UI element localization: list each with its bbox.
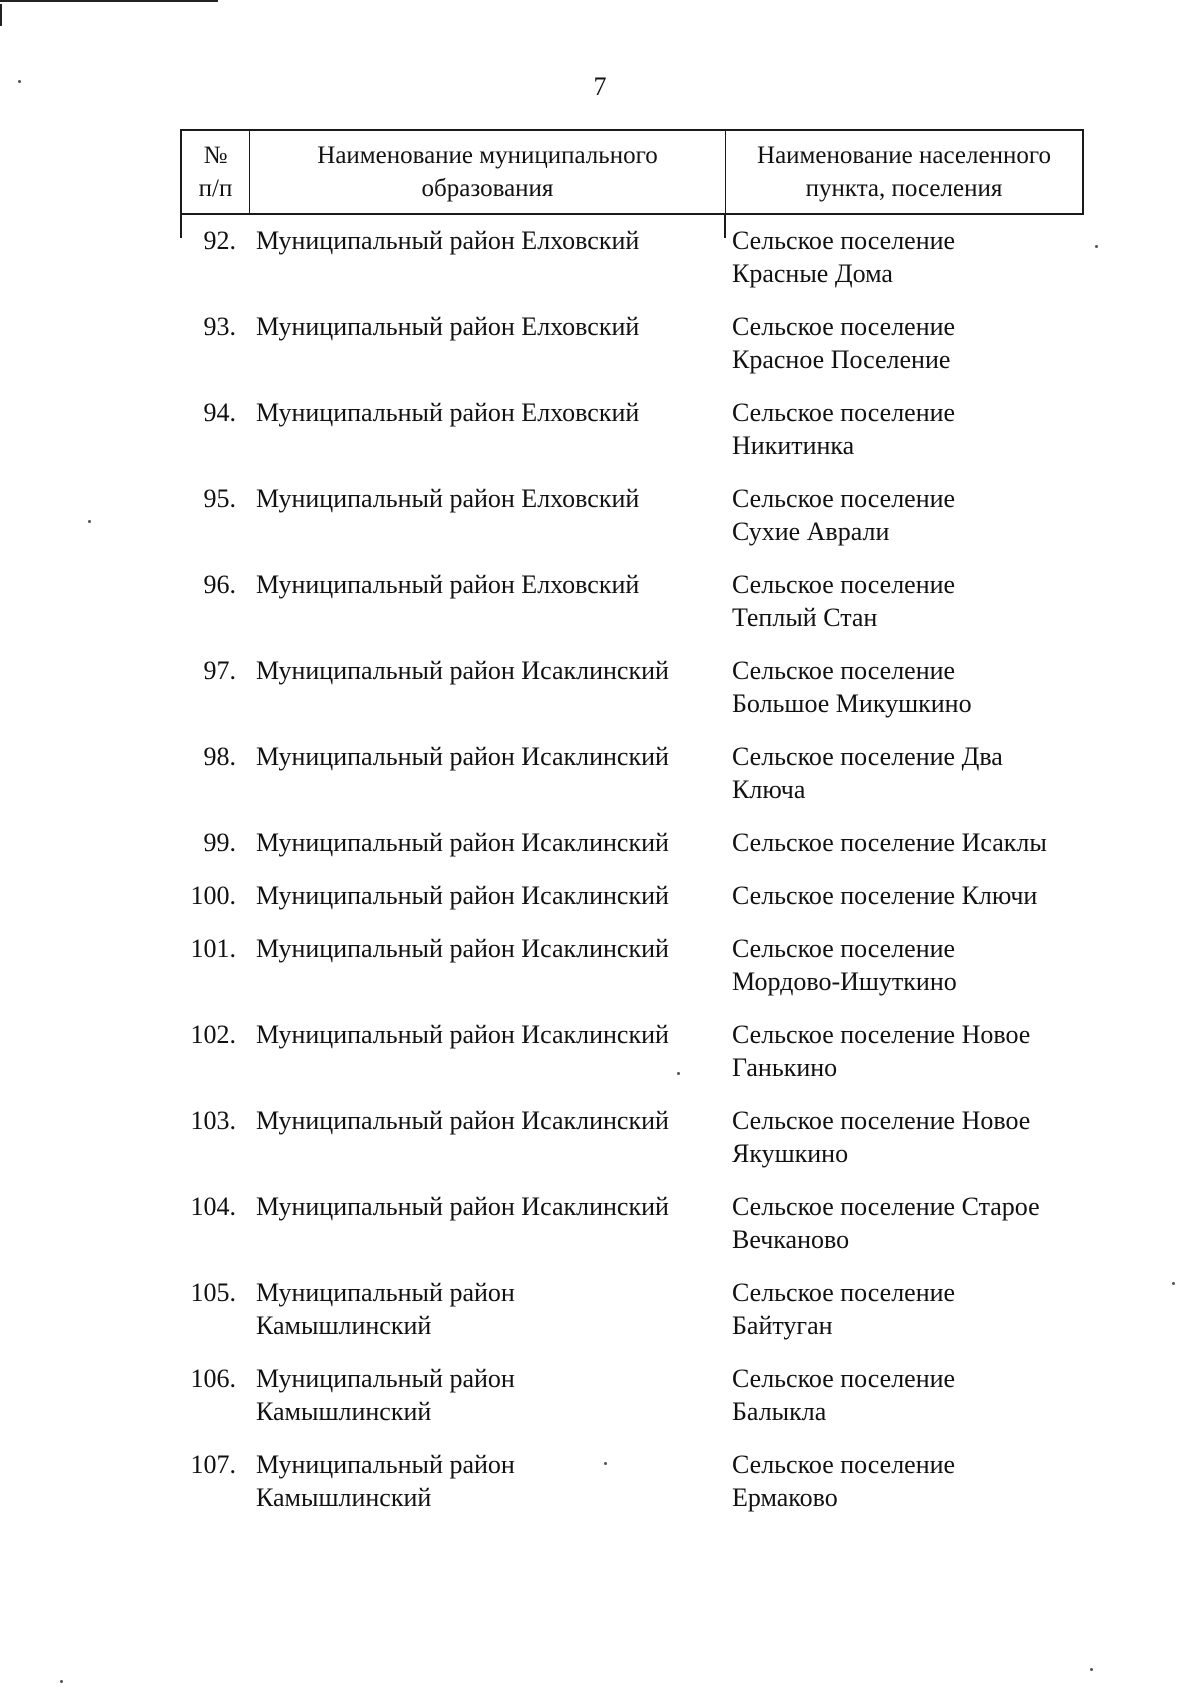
header-settlement: Наименование населенного пункта, поселения <box>757 142 1051 202</box>
row-municipality: Муниципальный район Исаклинский <box>256 1020 669 1049</box>
table-row <box>180 397 1084 483</box>
top-edge-rule <box>0 0 218 2</box>
scan-speck <box>88 520 91 523</box>
scan-speck <box>1095 245 1098 248</box>
row-settlement: Сельское поселение Новое Ганькино <box>732 1020 1031 1082</box>
row-settlement: Сельское поселение Теплый Стан <box>732 570 956 632</box>
row-number: 92. <box>203 226 236 255</box>
row-municipality: Муниципальный район Елховский <box>256 226 640 255</box>
row-municipality: Муниципальный район Исаклинский <box>256 656 669 685</box>
scan-speck <box>1172 1282 1175 1285</box>
table-row <box>180 880 1084 933</box>
row-settlement: Сельское поселение Ключи <box>732 881 1038 910</box>
table-row <box>180 1105 1084 1191</box>
row-number: 105. <box>190 1278 236 1307</box>
scan-speck <box>60 1680 63 1683</box>
page-number: 7 <box>593 72 607 101</box>
table-row <box>180 1449 1084 1535</box>
table-row <box>180 741 1084 827</box>
row-number: 93. <box>203 312 236 341</box>
row-municipality: Муниципальный район Исаклинский <box>256 742 669 771</box>
row-municipality: Муниципальный район Исаклинский <box>256 828 669 857</box>
row-number: 106. <box>190 1364 236 1393</box>
row-number: 100. <box>190 881 236 910</box>
row-municipality: Муниципальный район Исаклинский <box>256 1192 669 1221</box>
row-settlement: Сельское поселение Красное Поселение <box>732 312 956 374</box>
table-row <box>180 1191 1084 1277</box>
row-settlement: Сельское поселение Ермаково <box>732 1450 956 1512</box>
scan-speck <box>1090 1668 1093 1671</box>
row-number: 101. <box>190 934 236 963</box>
row-settlement: Сельское поселение Новое Якушкино <box>732 1106 1031 1168</box>
row-municipality: Муниципальный район Елховский <box>256 312 640 341</box>
row-number: 99. <box>203 828 236 857</box>
row-municipality: Муниципальный район Исаклинский <box>256 934 669 963</box>
table-row <box>180 827 1084 880</box>
table-row <box>180 311 1084 397</box>
row-municipality: Муниципальный район Камышлинский <box>256 1450 515 1512</box>
left-edge-mark <box>0 4 2 26</box>
table-row <box>180 569 1084 655</box>
row-municipality: Муниципальный район Камышлинский <box>256 1278 515 1340</box>
scan-speck <box>18 80 21 83</box>
table-row <box>180 933 1084 1019</box>
row-municipality: Муниципальный район Елховский <box>256 398 640 427</box>
row-settlement: Сельское поселение Никитинка <box>732 398 956 460</box>
row-number: 97. <box>203 656 236 685</box>
row-settlement: Сельское поселение Исаклы <box>732 828 1047 857</box>
header-number: № п/п <box>182 131 250 213</box>
header-municipality: Наименование муниципального образования <box>250 131 726 213</box>
row-number: 95. <box>203 484 236 513</box>
row-municipality: Муниципальный район Исаклинский <box>256 881 669 910</box>
row-number: 107. <box>190 1450 236 1479</box>
row-municipality: Муниципальный район Елховский <box>256 484 640 513</box>
table-body <box>180 225 1084 1535</box>
row-municipality: Муниципальный район Елховский <box>256 570 640 599</box>
row-municipality: Муниципальный район Исаклинский <box>256 1106 669 1135</box>
scan-speck <box>604 1462 607 1465</box>
row-settlement: Сельское поселение Два Ключа <box>732 742 1003 804</box>
table-row <box>180 655 1084 741</box>
table-header <box>180 129 1084 215</box>
table-row <box>180 1363 1084 1449</box>
row-number: 102. <box>190 1020 236 1049</box>
row-settlement: Сельское поселение Сухие Аврали <box>732 484 956 546</box>
table-row <box>180 225 1084 311</box>
row-number: 104. <box>190 1192 236 1221</box>
table-row <box>180 1019 1084 1105</box>
row-settlement: Сельское поселение Мордово-Ишуткино <box>732 934 957 996</box>
row-settlement: Сельское поселение Старое Вечканово <box>732 1192 1040 1254</box>
row-settlement: Сельское поселение Байтуган <box>732 1278 956 1340</box>
row-settlement: Сельское поселение Балыкла <box>732 1364 956 1426</box>
row-number: 103. <box>190 1106 236 1135</box>
row-number: 96. <box>203 570 236 599</box>
row-settlement: Сельское поселение Красные Дома <box>732 226 956 288</box>
scan-speck <box>677 1072 680 1075</box>
table-row <box>180 483 1084 569</box>
table-row <box>180 1277 1084 1363</box>
row-settlement: Сельское поселение Большое Микушкино <box>732 656 972 718</box>
row-number: 94. <box>203 398 236 427</box>
row-municipality: Муниципальный район Камышлинский <box>256 1364 515 1426</box>
row-number: 98. <box>203 742 236 771</box>
